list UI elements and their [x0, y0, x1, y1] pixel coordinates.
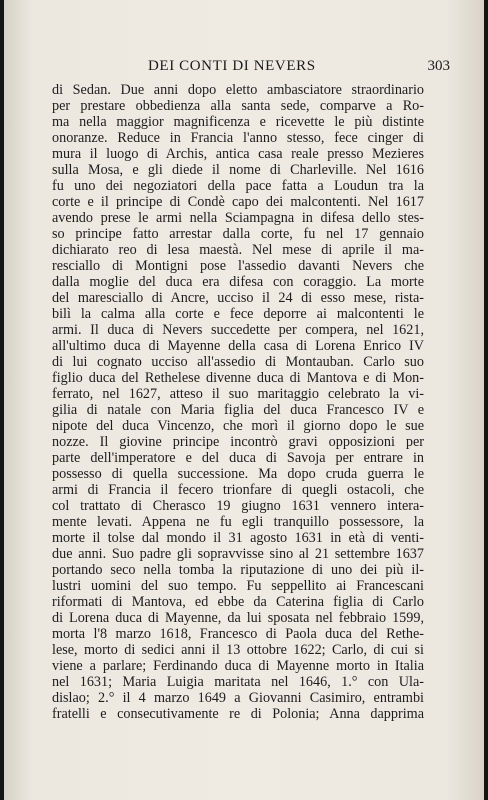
text-line: morte il tolse dal mondo il 31 agosto 1631 in età di venti- — [52, 530, 424, 546]
text-line: nel 1631; Maria Luigia maritata nel 1646, 1.° con Ula- — [52, 674, 424, 690]
page-number: 303 — [427, 58, 450, 74]
text-line: col trattato di Cherasco 19 giugno 1631 vennero intera- — [52, 498, 424, 514]
text-line: del maresciallo di Ancre, ucciso il 24 di esso mese, rista- — [52, 290, 424, 306]
text-line: nozze. Il giovine principe incontrò gravi opposizioni per — [52, 434, 424, 450]
text-line: ferrato, nel 1627, atteso il suo maritaggio celebrato la vi- — [52, 386, 424, 402]
text-line: mente levati. Appena ne fu egli tranquillo possessore, la — [52, 514, 424, 530]
text-line: ma nella maggior magnificenza e ricevette le più distinte — [52, 114, 424, 130]
text-line: dislao; 2.° il 4 marzo 1649 a Giovanni Casimiro, entrambi — [52, 690, 424, 706]
text-line: nipote del duca Vincenzo, che morì il giorno dopo le sue — [52, 418, 424, 434]
text-line: portando seco nella tomba la riputazione di uno dei più il- — [52, 562, 424, 578]
text-line: fratelli e consecutivamente re di Polonia; Anna dapprima — [52, 706, 424, 722]
text-line: armi. Il duca di Nevers succedette per compera, nel 1621, — [52, 322, 424, 338]
text-line: onoranze. Reduce in Francia l'anno stesso, fece cinger di — [52, 130, 424, 146]
text-line: gilia di natale con Maria figlia del duca Francesco IV e — [52, 402, 424, 418]
text-line: di lui cognato ucciso all'assedio di Montauban. Carlo suo — [52, 354, 424, 370]
text-line: due anni. Suo padre gli sopravvisse sino al 21 settembre 1637 — [52, 546, 424, 562]
text-line: mura il luogo di Archis, antica casa reale presso Mezieres — [52, 146, 424, 162]
text-line: lese, morto di sedici anni il 13 ottobre 1622; Carlo, di cui si — [52, 642, 424, 658]
text-line: all'ultimo duca di Mayenne della casa di Lorena Enrico IV — [52, 338, 424, 354]
text-line: di Sedan. Due anni dopo eletto ambasciatore straordinario — [52, 82, 424, 98]
text-line: per prestare obbedienza alla santa sede, comparve a Ro- — [52, 98, 424, 114]
text-line: fu uno dei negoziatori della pace fatta a Loudun tra la — [52, 178, 424, 194]
book-page — [4, 0, 484, 800]
text-line: dalla moglie del duca era difesa con coraggio. La morte — [52, 274, 424, 290]
text-line: viene a parlare; Ferdinando duca di Mayenne morto in Italia — [52, 658, 424, 674]
text-line: corte e il principe di Condè capo dei malcontenti. Nel 1617 — [52, 194, 424, 210]
text-line: resciallo di Montigni pose l'assedio davanti Nevers che — [52, 258, 424, 274]
text-line: dichiarato reo di lesa maestà. Nel mese di aprile il ma- — [52, 242, 424, 258]
text-line: lustri uomini del suo tempo. Fu seppellito ai Francescani — [52, 578, 424, 594]
text-line: avendo prese le armi nella Sciampagna in difesa dello stes- — [52, 210, 424, 226]
body-text — [52, 82, 424, 722]
text-line: sulla Mosa, e gli diede il nome di Charleville. Nel 1616 — [52, 162, 424, 178]
text-line: morta l'8 marzo 1618, Francesco di Paola duca del Rethe- — [52, 626, 424, 642]
text-line: possesso di quella successione. Ma dopo cruda guerra le — [52, 466, 424, 482]
running-title: DEI CONTI DI NEVERS — [148, 58, 316, 74]
text-line: riformati di Mantova, ed ebbe da Caterina figlia di Carlo — [52, 594, 424, 610]
page-header — [52, 58, 460, 80]
text-line: so principe fatto arrestar dalla corte, fu nel 17 gennaio — [52, 226, 424, 242]
text-line: parte dell'imperatore e del duca di Savoja per entrare in — [52, 450, 424, 466]
text-line: armi di Francia il fecero trionfare di quegli ostacoli, che — [52, 482, 424, 498]
text-line: di Lorena duca di Mayenne, da lui sposata nel febbraio 1599, — [52, 610, 424, 626]
text-line: bilì la calma alla corte e fece deporre ai malcontenti le — [52, 306, 424, 322]
text-line: figlio duca del Rethelese divenne duca di Mantova e di Mon- — [52, 370, 424, 386]
